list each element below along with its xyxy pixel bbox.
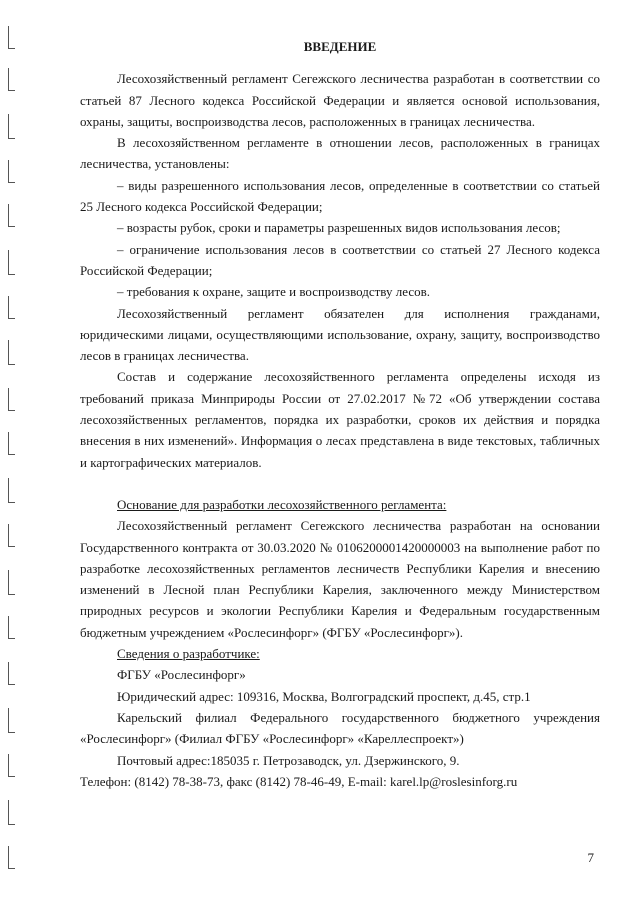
- binding-mark: [8, 800, 15, 825]
- document-body: [80, 36, 600, 792]
- branch-info: Карельский филиал Федерального государственного бюджетного учреждения «Рослесинфорг» (Филиал ФГБУ «Рослесинфорг» «Кареллеспроект»): [80, 709, 600, 747]
- binding-mark: [8, 708, 15, 733]
- binding-mark: [8, 616, 15, 639]
- list-item: – ограничение использования лесов в соответствии со статьей 27 Лесного кодекса Российской Федерации;: [80, 241, 600, 278]
- binding-mark: [8, 524, 15, 547]
- binding-mark: [8, 432, 15, 455]
- page-number: 7: [587, 850, 594, 865]
- developer-heading: Сведения о разработчике:: [117, 646, 260, 662]
- binding-mark: [8, 204, 15, 227]
- binding-mark: [8, 662, 15, 685]
- binding-margin-marks: [4, 20, 24, 880]
- basis-heading: Основание для разработки лесохозяйственного регламента:: [117, 496, 447, 512]
- developer-name: ФГБУ «Рослесинфорг»: [117, 667, 246, 683]
- intro-paragraph: В лесохозяйственном регламенте в отношении лесов, расположенных в границах лесничества, установлены:: [80, 135, 600, 172]
- list-item: – требования к охране, защите и воспроизводству лесов.: [117, 284, 430, 300]
- section-heading: [80, 494, 600, 515]
- contact-info: Телефон: (8142) 78-38-73, факс (8142) 78-46-49, E-mail: karel.lp@roslesinforg.ru: [80, 773, 518, 789]
- intro-paragraph: Лесохозяйственный регламент обязателен для исполнения гражданами, юридическими лицами, осуществляющими использование, охрану, защиту, воспроизводство лесов в границах лесничества.: [80, 305, 600, 364]
- binding-mark: [8, 68, 15, 91]
- binding-mark: [8, 296, 15, 319]
- binding-mark: [8, 340, 15, 365]
- spacer: [80, 473, 600, 494]
- binding-mark: [8, 388, 15, 411]
- binding-mark: [8, 478, 15, 503]
- legal-address: Юридический адрес: 109316, Москва, Волгоградский проспект, д.45, стр.1: [117, 688, 531, 704]
- intro-paragraph: Лесохозяйственный регламент Сегежского лесничества разработан в соответствии со статьей 87 Лесного кодекса Российской Федерации и является основой использования, охраны, защиты, воспроизводства лесов, расположенных в границах лесничества.: [80, 71, 600, 129]
- binding-mark: [8, 570, 15, 595]
- page-title: ВВЕДЕНИЕ: [303, 39, 377, 54]
- binding-mark: [8, 160, 15, 183]
- intro-paragraph: Состав и содержание лесохозяйственного регламента определены исходя из требований приказа Минприроды России от 27.02.2017 №72 «Об утверждении состава лесохозяйственных регламентов, порядка их разработки, сроков их действия и порядка внесения в них изменений». Информация о лесах представлена в виде текстовых, табличных и картографических материалов.: [80, 369, 600, 470]
- list-item: – возрасты рубок, сроки и параметры разрешенных видов использования лесов;: [117, 220, 561, 236]
- section-heading: [80, 643, 600, 664]
- binding-mark: [8, 846, 15, 869]
- list-item: – виды разрешенного использования лесов, определенные в соответствии со статьей 25 Лесного кодекса Российской Федерации;: [80, 177, 600, 215]
- basis-paragraph: Лесохозяйственный регламент Сегежского лесничества разработан на основании Государственного контракта от 30.03.2020 № 0106200001420000003 на выполнение работ по разработке лесохозяйственных регламентов лесничеств Республики Карелия и внесению изменений в Лесной план Республики Карелия, заключенного между Министерством природных ресурсов и экологии Республики Карелия и Федеральным государственным бюджетным учреждением «Рослесинфорг» (ФГБУ «Рослесинфорг»).: [80, 518, 600, 640]
- binding-mark: [8, 754, 15, 777]
- binding-mark: [8, 114, 15, 139]
- postal-address: Почтовый адрес:185035 г. Петрозаводск, ул. Дзержинского, 9.: [117, 752, 460, 768]
- binding-mark: [8, 250, 15, 275]
- binding-mark: [8, 26, 15, 49]
